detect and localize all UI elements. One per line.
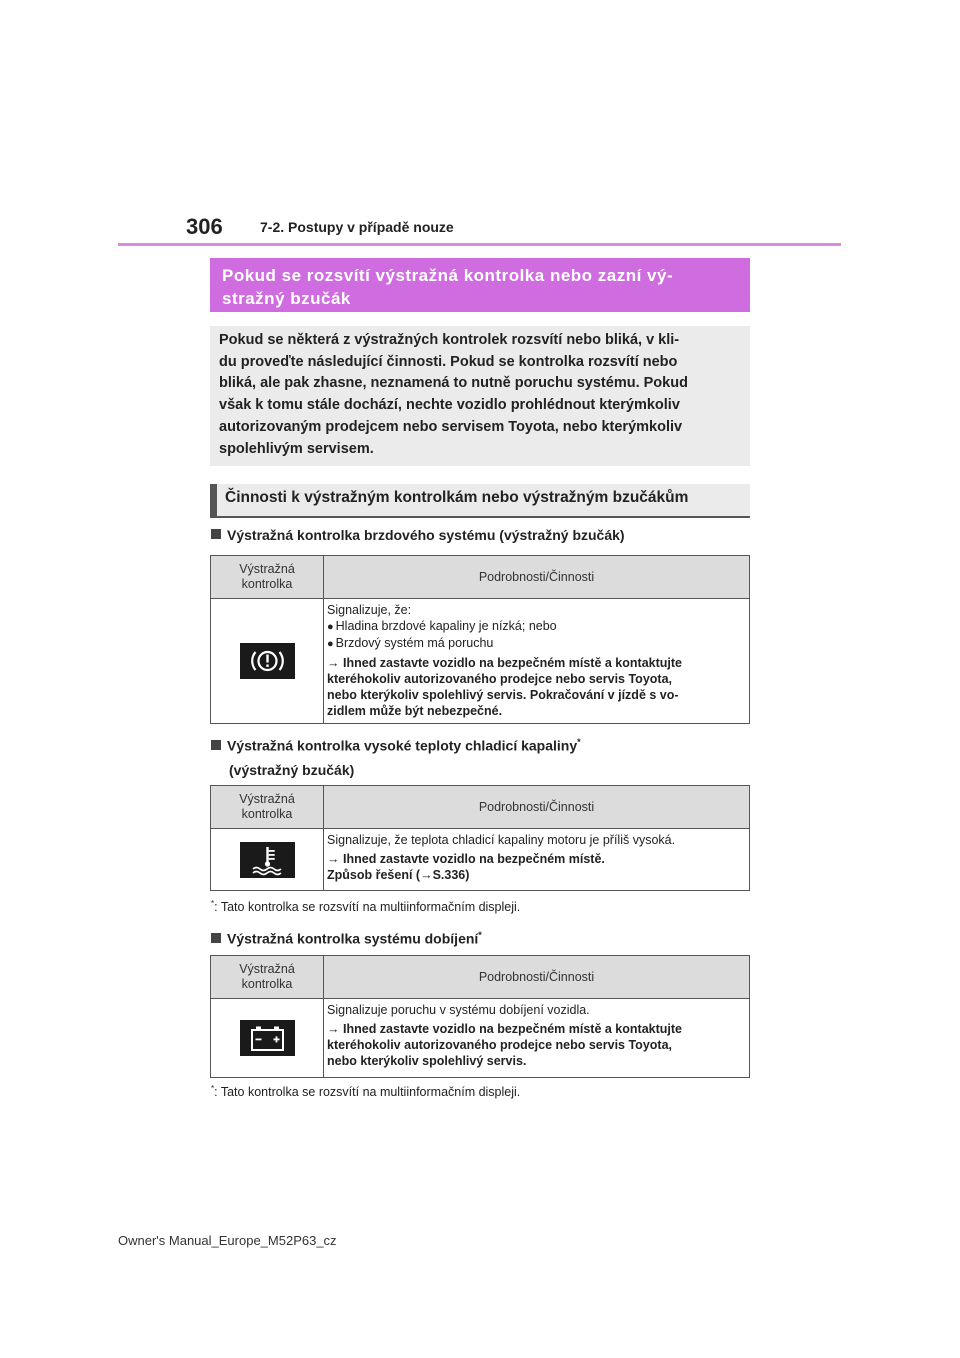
chapter-title: 7-2. Postupy v případě nouze [260,219,454,235]
details-cell [324,599,750,724]
column-header-indicator: Výstražná kontrolka [211,556,324,599]
page-number: 306 [186,214,223,239]
indicator-cell [211,599,324,724]
brake-warning-heading [211,523,625,547]
coolant-warning-table [210,785,750,891]
bullet-dot-icon: ● [327,621,334,633]
intro-line: autorizovaným prodejcem nebo servisem Toyota, nebo kterýmkoliv [219,418,683,435]
footnote: *: Tato kontrolka se rozsvítí na multiinformačním displeji. [211,899,521,915]
square-bullet-icon [211,529,221,539]
details-cell [324,829,750,891]
table-header-row [211,956,750,999]
section-title-line-2: stražný bzučák [222,289,351,308]
table-row [211,599,750,724]
column-header-indicator: Výstražná kontrolka [211,786,324,829]
action-text: → Ihned zastavte vozidlo na bezpečném místě a kontaktujte kteréhokoliv autorizovaného prodejce nebo servis Toyota, nebo kterýkoliv spolehlivý servis. [327,1022,682,1068]
intro-line: Pokud se některá z výstražných kontrolek rozsvítí nebo bliká, v kli- [219,332,680,348]
details-cell [324,999,750,1078]
document-footer: Owner's Manual_Europe_M52P63_cz [118,1233,337,1248]
footnote-marker: * [211,1084,215,1093]
section-title-line-1: Pokud se rozsvítí výstražná kontrolka nebo zazní vý- [222,266,674,285]
charging-warning-heading: Výstražná kontrolka systému dobíjení* [211,923,482,951]
list-item: ● Brzdový systém má poruchu [327,636,494,650]
intro-line: však k tomu stále dochází, nechte vozidlo prohlédnout kterýmkoliv [219,397,680,414]
square-bullet-icon [211,933,221,943]
arrow-right-icon: → [327,656,340,670]
detail-intro: Signalizuje, že: [327,603,412,617]
action-text: → Ihned zastavte vozidlo na bezpečném místě a kontaktujte kteréhokoliv autorizovaného prodejce nebo servis Toyota, nebo kterýkoliv spolehlivý servis. Pokračování v jízdě s vo- zidlem může být nebezpečné. [327,656,682,718]
detail-intro: Signalizuje poruchu v systému dobíjení vozidla. [327,1003,590,1017]
footnote-marker: * [478,930,482,940]
bullet-dot-icon: ● [327,638,334,650]
intro-line: du proveďte následující činnosti. Pokud se kontrolka rozsvítí nebo [219,353,678,370]
intro-line: spolehlivým servisem. [219,440,374,457]
table-header-row [211,556,750,599]
table-row [211,829,750,891]
table-row [211,999,750,1078]
header-rule [118,243,841,246]
section-title-box [210,258,750,312]
page-reference: Způsob řešení (→S.336) [327,868,470,882]
coolant-temperature-icon [240,842,295,878]
brake-warning-icon [240,643,295,679]
action-text: → Ihned zastavte vozidlo na bezpečném místě. Způsob řešení (→S.336) [327,851,747,883]
charging-warning-table [210,955,750,1078]
indicator-cell [211,999,324,1078]
subsection-heading: Činnosti k výstražným kontrolkám nebo výstražným bzučákům [210,484,750,518]
intro-box [210,326,750,466]
arrow-right-icon: → [327,1022,340,1036]
column-header-details: Podrobnosti/Činnosti [324,956,750,999]
coolant-warning-heading: Výstražná kontrolka vysoké teploty chladicí kapaliny* (výstražný bzučák) [211,730,581,782]
detail-intro: Signalizuje, že teplota chladicí kapaliny motoru je příliš vysoká. [327,833,676,847]
footnote: *: Tato kontrolka se rozsvítí na multiinformačním displeji. [211,1084,521,1100]
column-header-indicator: Výstražná kontrolka [211,956,324,999]
arrow-right-icon: → [327,852,340,866]
list-item: ● Hladina brzdové kapaliny je nízká; nebo [327,619,557,633]
intro-line: bliká, ale pak zhasne, neznamená to nutně poruchu systému. Pokud [219,375,688,392]
battery-charging-icon [240,1020,295,1056]
footnote-marker: * [211,899,215,908]
table-header-row [211,786,750,829]
column-header-details: Podrobnosti/Činnosti [324,786,750,829]
indicator-cell [211,829,324,891]
brake-warning-table [210,555,750,724]
square-bullet-icon [211,740,221,750]
footnote-marker: * [577,737,581,747]
brake-warning-heading-text: Výstražná kontrolka brzdového systému (výstražný bzučák) [227,527,625,543]
column-header-details: Podrobnosti/Činnosti [324,556,750,599]
